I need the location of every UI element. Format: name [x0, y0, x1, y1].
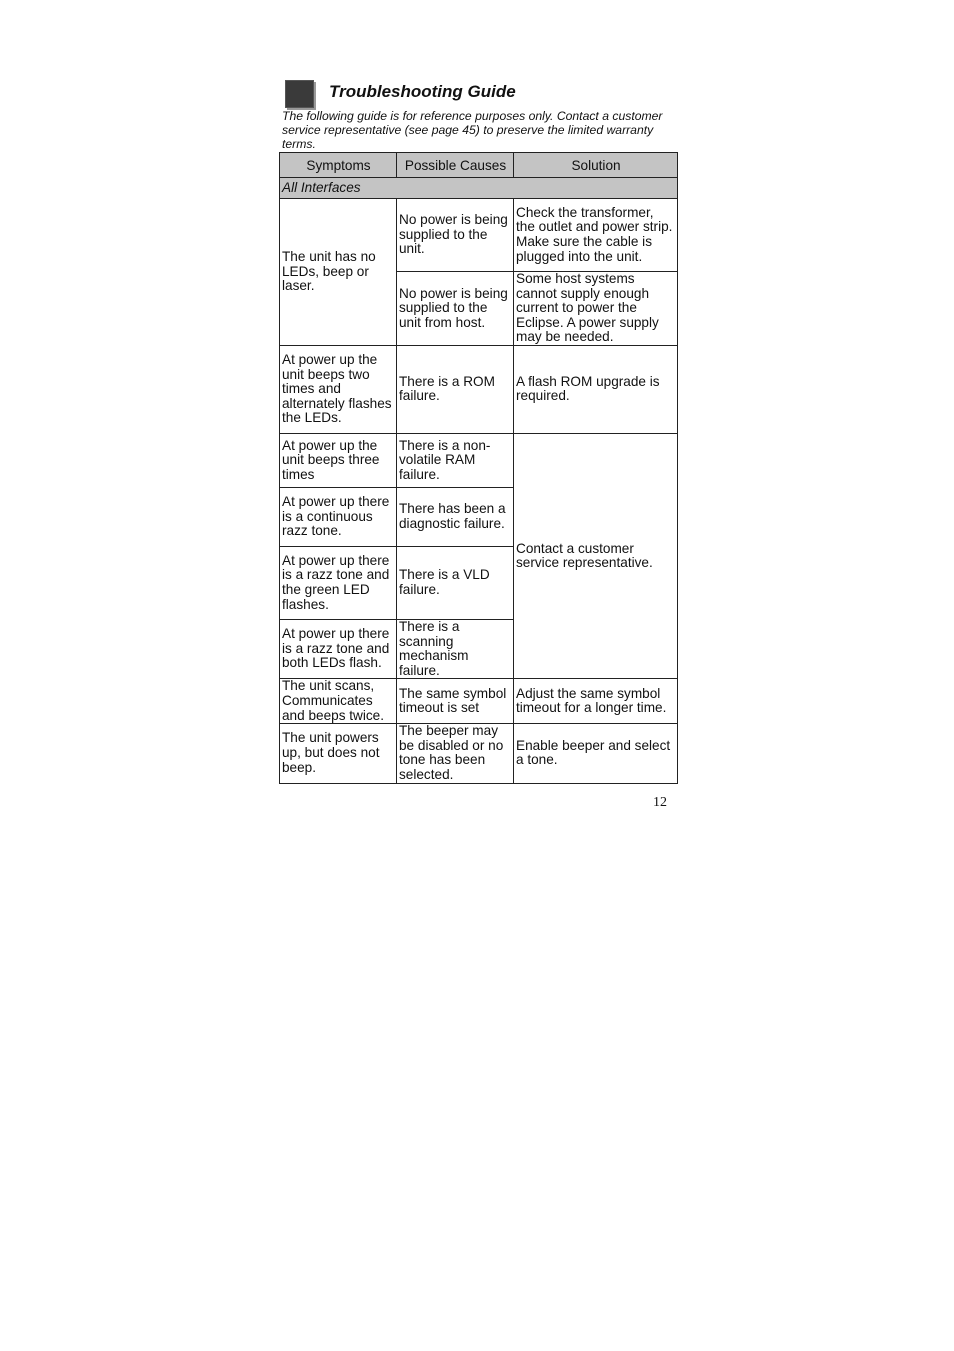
table-header-row: [280, 153, 678, 178]
intro-paragraph: The following guide is for reference purposes only. Contact a customer service representative (see page 45) to preserve the limited warranty terms.: [282, 109, 663, 151]
page-title: Troubleshooting Guide: [329, 82, 516, 101]
symptom-cell: At power up the unit beeps two times and alternately flashes the LEDs.: [280, 345, 397, 433]
section-square-icon: [285, 80, 314, 108]
table-row: [280, 679, 678, 724]
column-header-causes: Possible Causes: [397, 153, 514, 178]
page-number: 12: [653, 795, 667, 810]
solution-cell: A flash ROM upgrade is required.: [514, 345, 678, 433]
section-row: [280, 178, 678, 199]
solution-cell: Adjust the same symbol timeout for a longer time.: [514, 679, 678, 724]
cause-cell: No power is being supplied to the unit from host.: [397, 272, 514, 346]
cause-cell: There is a ROM failure.: [397, 345, 514, 433]
solution-cell: Some host systems cannot supply enough current to power the Eclipse. A power supply may be needed.: [514, 272, 678, 346]
table-row: [280, 345, 678, 433]
solution-cell: Enable beeper and select a tone.: [514, 724, 678, 783]
cause-cell: No power is being supplied to the unit.: [397, 199, 514, 272]
column-header-solution: Solution: [514, 153, 678, 178]
cause-cell: There is a VLD failure.: [397, 546, 514, 619]
table-row: [280, 433, 678, 487]
table-row: [280, 199, 678, 272]
table-row: [280, 724, 678, 783]
cause-cell: There is a scanning mechanism failure.: [397, 619, 514, 678]
cause-cell: There is a non-volatile RAM failure.: [397, 433, 514, 487]
solution-cell: Check the transformer, the outlet and power strip. Make sure the cable is plugged into the unit.: [514, 199, 678, 272]
section-label: All Interfaces: [280, 178, 678, 199]
symptom-cell: At power up there is a razz tone and the green LED flashes.: [280, 546, 397, 619]
cause-cell: The beeper may be disabled or no tone has been selected.: [397, 724, 514, 783]
column-header-symptoms: Symptoms: [280, 153, 397, 178]
cause-cell: There has been a diagnostic failure.: [397, 487, 514, 546]
solution-cell: Contact a customer service representative.: [514, 433, 678, 678]
symptom-cell: The unit scans, Communicates and beeps twice.: [280, 679, 397, 724]
symptom-cell: At power up the unit beeps three times: [280, 433, 397, 487]
cause-cell: The same symbol timeout is set: [397, 679, 514, 724]
symptom-cell: At power up there is a continuous razz tone.: [280, 487, 397, 546]
symptom-cell: At power up there is a razz tone and both LEDs flash.: [280, 619, 397, 678]
symptom-cell: The unit has no LEDs, beep or laser.: [280, 199, 397, 346]
troubleshooting-table: [279, 152, 678, 784]
symptom-cell: The unit powers up, but does not beep.: [280, 724, 397, 783]
